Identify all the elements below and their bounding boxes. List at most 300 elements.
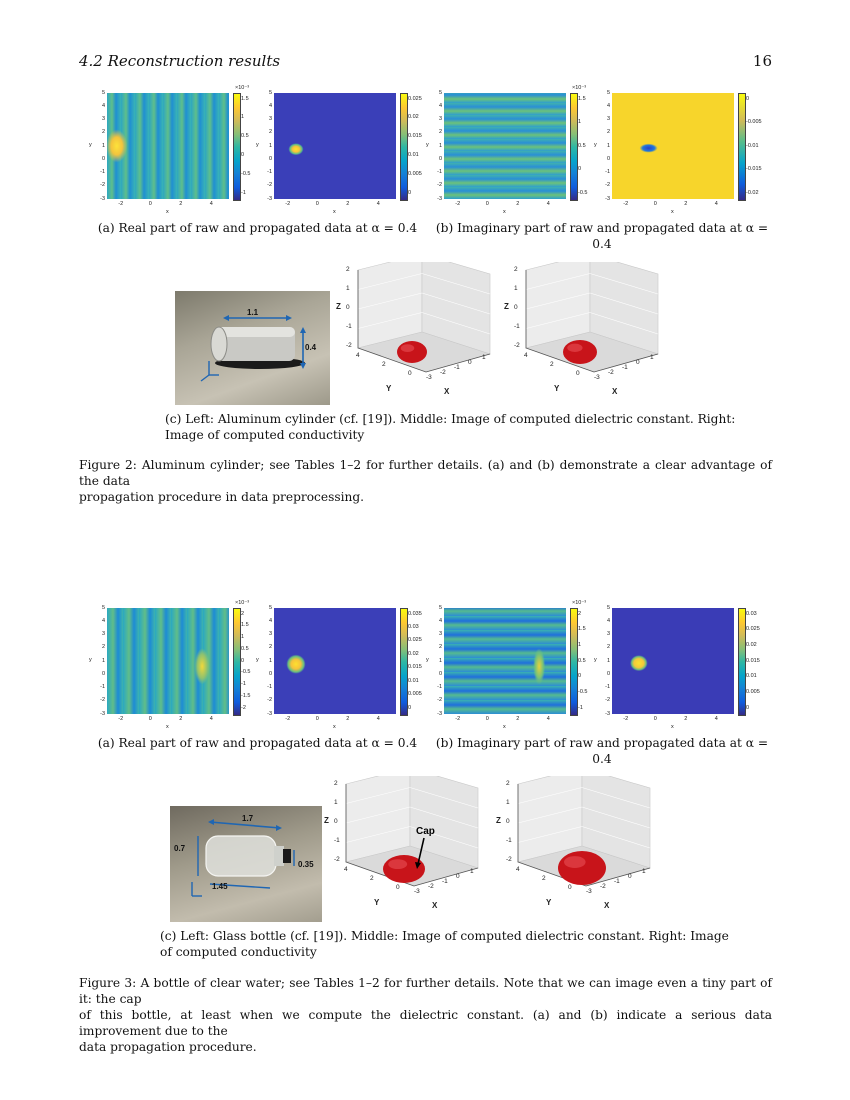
y-tick-label: -1 [100,169,105,175]
colorbar-tick-label: 0.025 [746,626,760,633]
y-tick-label: 0 [438,670,442,677]
reconstructed-object [397,341,427,363]
x-tick-label: -3 [426,374,432,381]
x-tick-label: 4 [376,716,380,722]
figure2-subcaption-c-line2: Image of computed conductivity [165,428,365,442]
z-tick-label: -2 [334,856,340,863]
y-axis-label: y [256,142,259,148]
y-tick-label: -3 [605,195,610,202]
z-tick-label: 1 [334,799,338,806]
x-tick-label: -3 [414,888,420,895]
heatmap-f3-real-raw [89,600,263,730]
y-tick-label: -1 [605,169,610,175]
colorbar-tick-label: -1 [578,704,583,711]
z-tick-label: -1 [334,837,340,844]
x-tick-label: -2 [118,716,124,722]
y-tick-label: 0 [568,884,572,891]
y-tick-label: 3 [268,631,272,637]
x-axis-label: x [166,724,169,730]
heatmap-f3-real-prop [256,604,430,730]
colorbar-tick-label: 0.015 [408,664,422,671]
y-tick-label: -2 [267,697,272,704]
y-tick-label: -1 [267,169,272,175]
colorbar-tick-label: 0 [746,95,750,102]
colorbar-tick-label: 1 [578,641,582,648]
heatmap-f2-real-raw [89,85,263,215]
x-tick-label: -1 [454,364,460,371]
figure2-subcaption-c [165,411,775,443]
x-tick-label: 2 [516,716,520,722]
z-tick-label: 0 [334,818,338,825]
y-axis-label: Y [374,898,380,907]
heatmap-image [274,93,396,199]
y-tick-label: 5 [606,89,610,96]
figure3-subcaption-a: (a) Real part of raw and propagated data at α = 0.4 [97,736,418,750]
heatmap-image [107,93,229,199]
y-tick-label: 4 [516,866,520,873]
reconstructed-object [563,340,597,364]
x-axis-label: X [612,387,618,396]
z-tick-label: -2 [346,342,352,349]
y-tick-label: 5 [268,89,272,96]
colorbar-tick-label: 1.5 [241,622,249,629]
colorbar-tick-label: 1.5 [241,95,249,102]
x-tick-label: 2 [346,201,350,207]
colorbar-tick-label: 0.5 [241,133,249,140]
y-tick-label: -3 [437,710,442,717]
x-tick-label: 1 [642,868,646,875]
z-axis-label: Z [336,302,341,311]
colorbar-tick-label: -0.01 [746,142,759,149]
x-tick-label: -2 [440,369,446,376]
y-tick-label: 4 [344,866,348,873]
y-tick-label: 1 [438,142,442,149]
y-tick-label: 4 [524,352,528,359]
y-tick-label: 4 [606,617,610,624]
y-tick-label: 4 [438,102,442,109]
colorbar-tick-label: 0.02 [408,650,419,657]
colorbar-tick-label: 0 [578,673,582,680]
colorbar-tick-label: -0.5 [578,688,588,695]
page-number: 16 [752,52,772,70]
colorbar-tick-label: 1.5 [578,626,586,633]
colorbar-tick-label: -0.015 [746,166,762,172]
x-axis-label: x [671,209,674,215]
glass-bottle-photo [170,806,322,922]
colorbar-tick-label: 0 [408,189,412,196]
colorbar-tick-label: 0.01 [746,673,757,680]
colorbar-tick-label: 1 [241,634,245,640]
x-tick-label: -2 [455,201,461,207]
y-tick-label: 4 [356,352,360,359]
y-tick-label: 2 [370,875,374,882]
x-tick-label: -2 [285,201,291,207]
x-axis-label: X [444,387,450,396]
y-tick-label: -3 [100,710,105,717]
section-heading: 4.2 Reconstruction results [79,52,281,70]
figure2-subcaption-a: (a) Real part of raw and propagated data at α = 0.4 [97,221,418,235]
x-tick-label: 4 [376,201,380,207]
heatmap-f2-imag-raw [426,85,600,215]
figure2-caption [79,457,772,505]
y-tick-label: 5 [101,89,105,96]
x-tick-label: 0 [315,716,319,722]
y-tick-label: 2 [550,361,554,368]
y-axis-label: Y [554,384,560,393]
x-tick-label: -2 [608,369,614,376]
z-tick-label: 2 [506,780,510,787]
y-axis-label: Y [546,898,552,907]
x-axis-label: X [604,901,610,910]
x-tick-label: 0 [456,873,460,880]
colorbar-tick-label: 1 [241,114,245,121]
heatmap-f2-imag-prop [594,89,768,215]
x-tick-label: 2 [179,201,183,207]
x-tick-label: 2 [684,201,688,207]
conductivity-3d [504,262,673,417]
y-axis-label: y [89,657,92,663]
colorbar-tick-label: 0.03 [408,623,419,630]
figure2-caption-line2: propagation procedure in data preprocessing. [79,490,365,504]
aluminum-cylinder-photo [175,291,330,405]
x-tick-label: -1 [622,364,628,371]
x-axis-label: x [503,209,506,215]
y-tick-label: -2 [437,697,442,704]
figure2-caption-line1: Figure 2: Aluminum cylinder; see Tables 1–2 for further details. (a) and (b) demonstrate a clear advantage of the data [79,458,772,488]
figure3-caption [79,975,772,1055]
y-tick-label: -3 [267,195,272,202]
y-tick-label: 4 [606,102,610,109]
z-tick-label: -1 [346,323,352,330]
y-tick-label: -1 [100,684,105,690]
z-tick-label: -2 [514,342,520,349]
x-tick-label: 1 [482,354,486,361]
x-tick-label: 0 [148,716,152,722]
colorbar-exponent: ×10⁻³ [235,600,250,606]
colorbar-tick-label: -0.5 [578,189,588,196]
y-tick-label: 4 [101,102,105,109]
y-tick-label: 0 [408,370,412,377]
colorbar-tick-label: -2 [241,704,246,711]
heatmap-image [444,608,566,714]
colorbar [400,93,408,201]
x-tick-label: 4 [209,716,213,722]
y-tick-label: -3 [100,195,105,202]
figure3-subcaption-c [160,928,770,960]
x-tick-label: -1 [614,878,620,885]
x-tick-label: 0 [485,201,489,207]
y-tick-label: 5 [268,604,272,611]
y-tick-label: 1 [438,657,442,664]
x-tick-label: -2 [623,716,629,722]
z-tick-label: 2 [334,780,338,787]
y-tick-label: 3 [606,631,610,637]
x-tick-label: 0 [315,201,319,207]
x-tick-label: -2 [285,716,291,722]
figure2-subcaption-c-line1: (c) Left: Aluminum cylinder (cf. [19]). Middle: Image of computed dielectric constant. Right: [165,412,736,426]
cylinder-height-label: 0.4 [305,343,317,352]
colorbar-tick-label: 0.015 [746,657,760,664]
colorbar-tick-label: 0.02 [408,114,419,121]
y-tick-label: -2 [437,182,442,189]
colorbar-tick-label: 0.005 [408,170,422,177]
y-tick-label: 1 [606,142,610,149]
y-tick-label: 5 [606,604,610,611]
colorbar-tick-label: 0.005 [746,688,760,695]
y-tick-label: 2 [438,644,442,651]
figure3-subcaption-c-line2: of computed conductivity [160,945,317,959]
x-tick-label: 0 [148,201,152,207]
y-tick-label: -1 [437,684,442,690]
dielectric-constant-3d [336,262,505,417]
z-axis-label: Z [504,302,509,311]
y-tick-label: 4 [268,102,272,109]
y-tick-label: 0 [268,670,272,677]
y-tick-label: 2 [606,129,610,136]
bottle-base-label: 1.45 [212,882,228,891]
x-tick-label: 1 [470,868,474,875]
z-tick-label: -1 [514,323,520,330]
z-tick-label: -2 [506,856,512,863]
x-tick-label: 1 [650,354,654,361]
colorbar [570,93,578,201]
x-tick-label: -1 [442,878,448,885]
colorbar-tick-label: 0.5 [578,657,586,664]
y-tick-label: 2 [606,644,610,651]
y-tick-label: 2 [382,361,386,368]
y-tick-label: 3 [101,116,105,122]
colorbar-exponent: ×10⁻³ [572,600,587,606]
y-tick-label: 1 [101,657,105,664]
reconstructed-object [558,851,606,885]
x-axis-label: x [503,724,506,730]
z-axis-label: Z [496,816,501,825]
figure3-subcaption-b: (b) Imaginary part of raw and propagated data at α = 0.4 [435,736,769,766]
z-tick-label: 0 [506,818,510,825]
y-tick-label: 0 [101,155,105,162]
y-tick-label: -2 [100,697,105,704]
y-tick-label: 5 [438,89,442,96]
heatmap-f3-imag-prop [594,604,768,730]
y-tick-label: 3 [606,116,610,122]
x-tick-label: -2 [118,201,124,207]
heatmap-f3-imag-raw [426,600,600,730]
y-tick-label: 0 [268,155,272,162]
cap-annotation: Cap [416,826,435,837]
x-tick-label: 4 [546,716,550,722]
x-tick-label: 0 [653,716,657,722]
y-tick-label: 5 [101,604,105,611]
x-tick-label: 4 [714,201,718,207]
x-tick-label: 4 [714,716,718,722]
y-axis-label: y [426,142,429,148]
y-tick-label: 2 [268,129,272,136]
x-tick-label: 0 [636,359,640,366]
colorbar-tick-label: 0 [746,704,750,711]
y-tick-label: 2 [438,129,442,136]
y-tick-label: 1 [268,142,272,149]
colorbar [738,93,746,201]
z-tick-label: 0 [346,304,350,311]
colorbar-tick-label: 0.5 [578,142,586,149]
z-axis-label: Z [324,816,329,825]
y-tick-label: 3 [438,116,442,122]
y-tick-label: 1 [268,657,272,664]
colorbar-exponent: ×10⁻³ [572,85,587,91]
y-tick-label: 0 [606,670,610,677]
x-tick-label: 2 [346,716,350,722]
colorbar-tick-label: 0.035 [408,610,422,617]
colorbar-tick-label: 0.03 [746,610,757,617]
z-tick-label: 2 [346,266,350,273]
colorbar-tick-label: -0.5 [241,669,251,676]
colorbar [400,608,408,716]
y-tick-label: 1 [101,142,105,149]
bottle-height-label: 0.7 [174,844,186,853]
colorbar-tick-label: 1.5 [578,95,586,102]
colorbar-tick-label: 0 [578,166,582,172]
y-tick-label: -2 [605,697,610,704]
colorbar [233,608,241,716]
colorbar-tick-label: 0.5 [241,645,249,652]
colorbar-tick-label: -0.005 [746,119,762,125]
y-tick-label: 2 [101,129,105,136]
figure3-caption-line3: data propagation procedure. [79,1040,257,1054]
x-tick-label: -2 [455,716,461,722]
colorbar [738,608,746,716]
bottle-cap-label: 0.35 [298,860,314,869]
y-tick-label: 0 [576,370,580,377]
y-tick-label: -2 [100,182,105,189]
y-tick-label: -1 [605,684,610,690]
y-tick-label: -1 [267,684,272,690]
y-tick-label: -1 [437,169,442,175]
heatmap-image [612,608,734,714]
colorbar-tick-label: 1 [578,119,582,125]
y-tick-label: 2 [542,875,546,882]
z-tick-label: 1 [514,285,518,292]
colorbar-tick-label: -1 [241,189,246,196]
y-axis-label: y [89,142,92,148]
colorbar-tick-label: 0 [408,704,412,711]
colorbar-tick-label: -0.5 [241,170,251,177]
y-tick-label: 0 [606,155,610,162]
y-tick-label: -2 [605,182,610,189]
y-axis-label: Y [386,384,392,393]
y-tick-label: 0 [101,670,105,677]
x-axis-label: x [166,209,169,215]
y-axis-label: y [256,657,259,663]
y-axis-label: y [426,657,429,663]
dielectric-constant-3d [324,776,493,931]
bottle-length-label: 1.7 [242,814,254,823]
z-tick-label: 0 [514,304,518,311]
y-axis-label: y [594,142,597,148]
colorbar-tick-label: -0.02 [746,189,759,196]
colorbar-tick-label: 0.025 [408,637,422,644]
y-tick-label: 3 [438,631,442,637]
y-axis-label: y [594,657,597,663]
z-tick-label: 2 [514,266,518,273]
y-tick-label: 4 [101,617,105,624]
colorbar-tick-label: 0.02 [746,641,757,648]
y-tick-label: 1 [606,657,610,664]
y-tick-label: 4 [438,617,442,624]
z-tick-label: 1 [346,285,350,292]
y-tick-label: 3 [101,631,105,637]
figure3-subcaption-c-line1: (c) Left: Glass bottle (cf. [19]). Middle: Image of computed dielectric constant. Right: Image [160,929,729,943]
x-axis-label: x [333,724,336,730]
figure3-caption-line1: Figure 3: A bottle of clear water; see Tables 1–2 for further details. Note that we can image even a tiny part of it: the cap [79,976,772,1006]
x-tick-label: -2 [623,201,629,207]
colorbar-tick-label: -1 [241,681,246,687]
colorbar-tick-label: 0 [241,657,245,664]
y-tick-label: 4 [268,617,272,624]
colorbar-exponent: ×10⁻³ [235,85,250,91]
colorbar-tick-label: 2 [241,610,245,617]
heatmap-f2-real-prop [256,89,430,215]
y-tick-label: 3 [268,116,272,122]
x-tick-label: 0 [628,873,632,880]
x-axis-label: x [333,209,336,215]
colorbar-tick-label: 0.005 [408,691,422,698]
colorbar-tick-label: 0.01 [408,151,419,158]
x-tick-label: 4 [209,201,213,207]
colorbar-tick-label: 0 [241,151,245,158]
x-tick-label: 2 [684,716,688,722]
y-tick-label: 5 [438,604,442,611]
conductivity-3d [496,776,665,931]
y-tick-label: -3 [437,195,442,202]
x-tick-label: 0 [468,359,472,366]
heatmap-image [274,608,396,714]
colorbar-tick-label: 2 [578,610,582,617]
heatmap-image [107,608,229,714]
z-tick-label: -1 [506,837,512,844]
z-tick-label: 1 [506,799,510,806]
x-tick-label: 2 [516,201,520,207]
colorbar-tick-label: 0.025 [408,95,422,102]
x-tick-label: -2 [428,883,434,890]
x-tick-label: -2 [600,883,606,890]
colorbar-tick-label: 0.015 [408,133,422,140]
figure3-caption-line2: of this bottle, at least when we compute the dielectric constant. (a) and (b) indicate a serious data improvement due to the [79,1008,772,1038]
y-tick-label: -3 [267,710,272,717]
colorbar-tick-label: -1.5 [241,692,251,699]
x-tick-label: -3 [594,374,600,381]
x-axis-label: X [432,901,438,910]
x-tick-label: 2 [179,716,183,722]
y-tick-label: 0 [438,155,442,162]
colorbar [233,93,241,201]
y-tick-label: -3 [605,710,610,717]
colorbar [570,608,578,716]
y-tick-label: 0 [396,884,400,891]
heatmap-image [612,93,734,199]
figure2-subcaption-b: (b) Imaginary part of raw and propagated data at α = 0.4 [435,221,769,251]
x-tick-label: 0 [485,716,489,722]
heatmap-image [444,93,566,199]
x-axis-label: x [671,724,674,730]
x-tick-label: 0 [653,201,657,207]
colorbar-tick-label: 0.01 [408,677,419,684]
y-tick-label: 2 [101,644,105,651]
x-tick-label: 4 [546,201,550,207]
x-tick-label: -3 [586,888,592,895]
y-tick-label: 2 [268,644,272,651]
y-tick-label: -2 [267,182,272,189]
cylinder-length-label: 1.1 [247,308,259,317]
